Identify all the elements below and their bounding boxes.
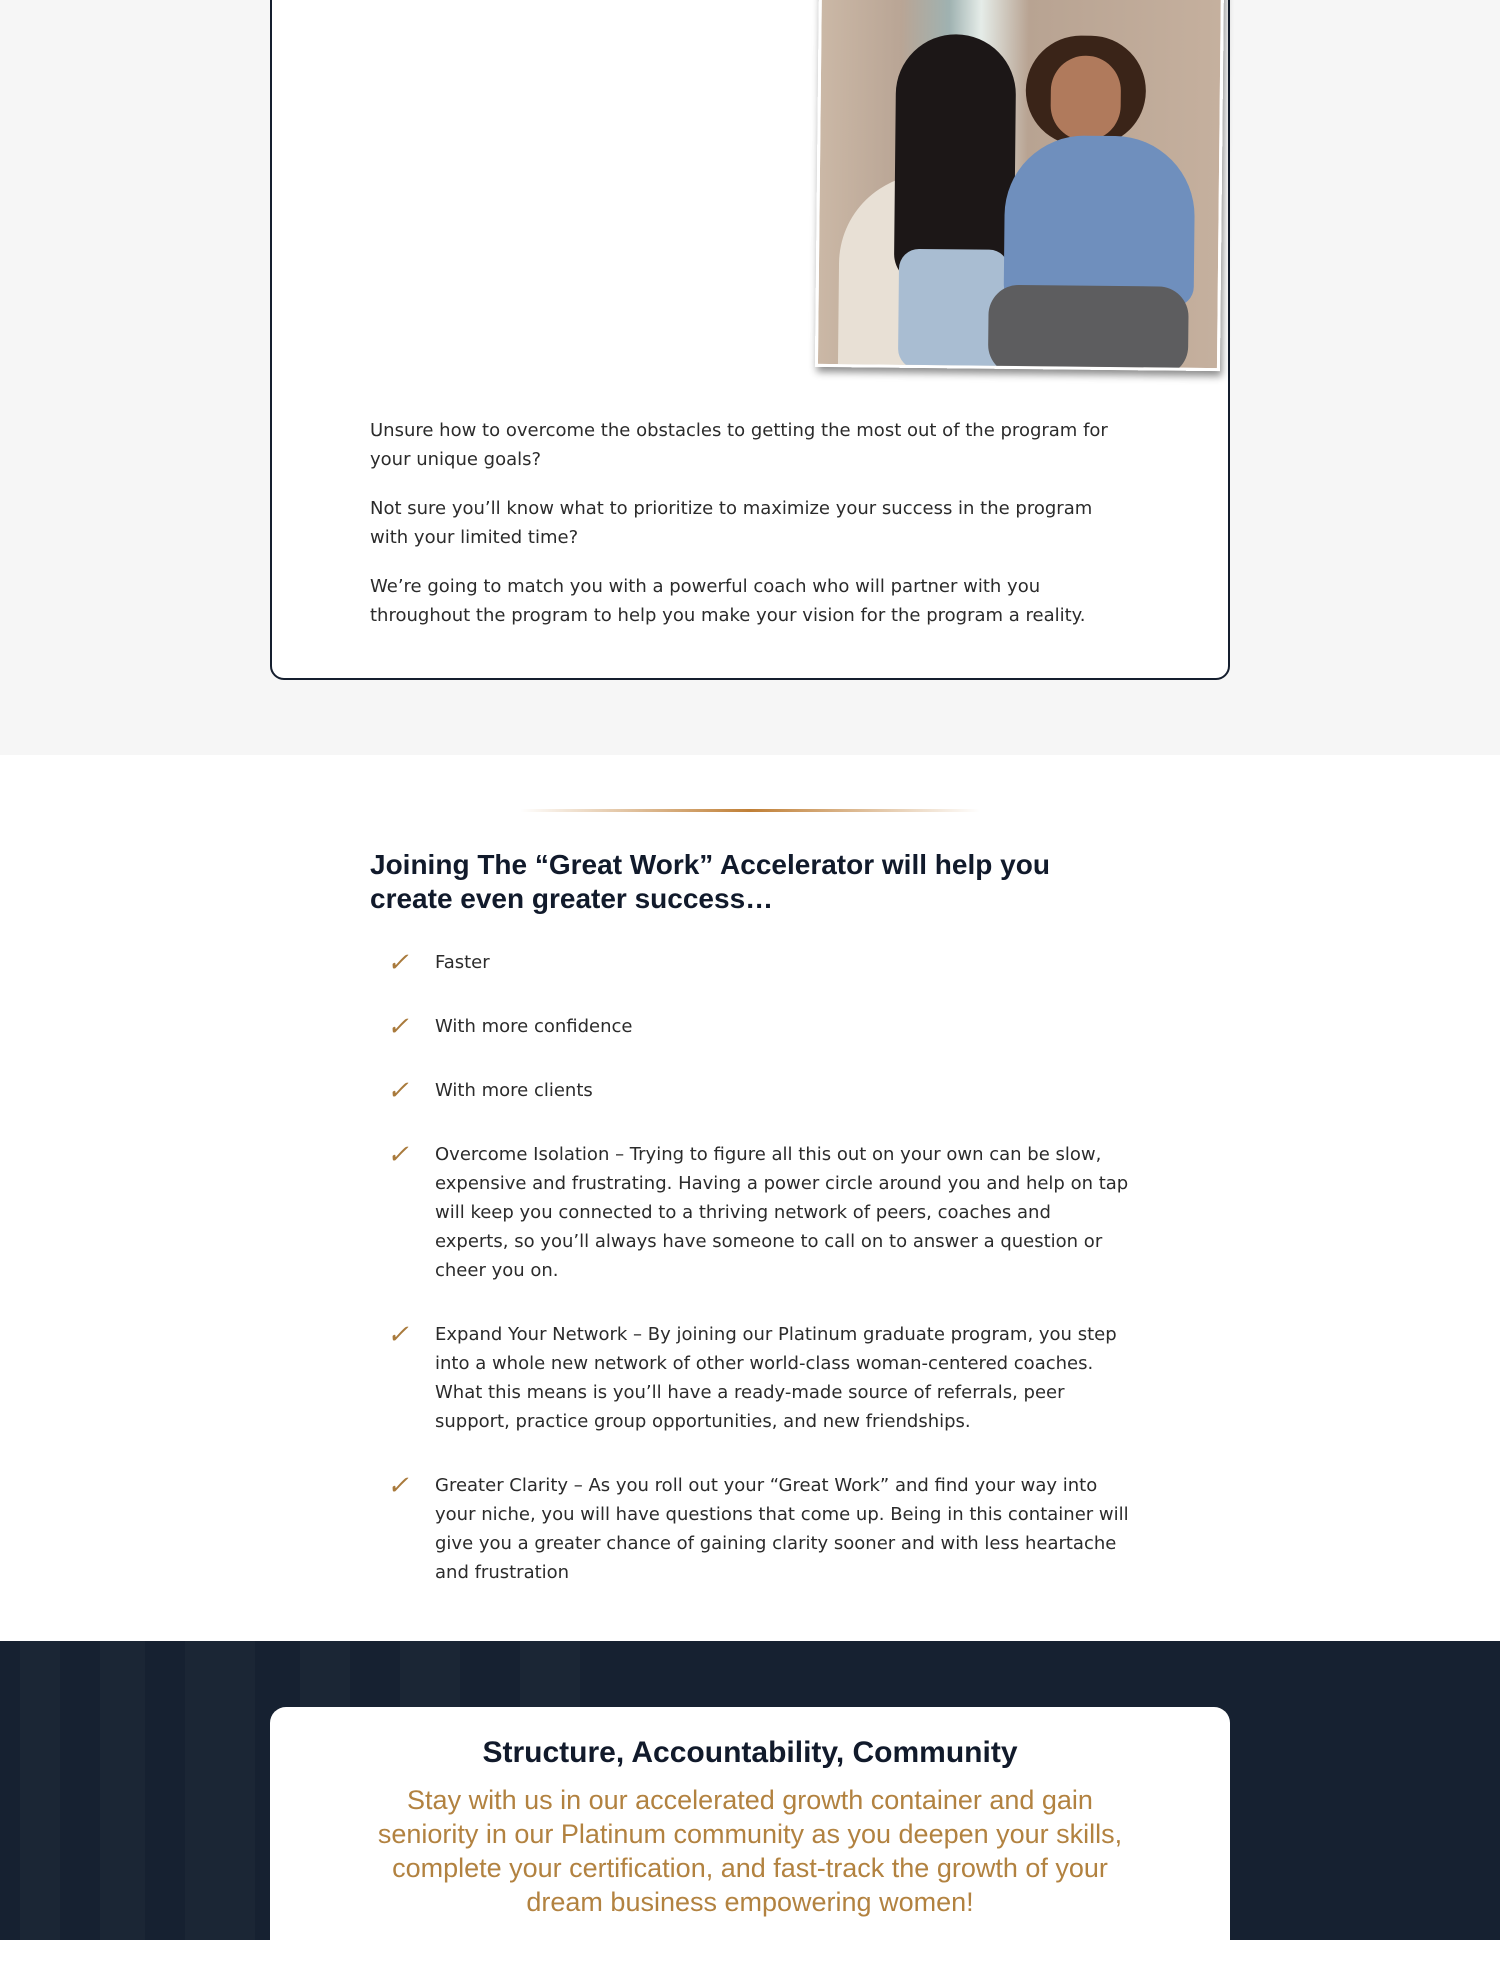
- intro-paragraph: Not sure you’ll know what to prioritize to maximize your success in the program with your limited time?: [370, 498, 1093, 548]
- check-icon: ✓: [387, 1140, 409, 1170]
- cta-title: Structure, Accountability, Community: [482, 1736, 1018, 1769]
- gold-divider: [520, 809, 980, 812]
- list-item-text: Greater Clarity – As you roll out your “Great Work” and find your way into your niche, you will have questions that come up. Being in this container will give you a greater chance of gaining clarity sooner and with less heartache and frustration: [435, 1475, 1129, 1583]
- intro-section: [0, 0, 1500, 755]
- list-item-text: Faster: [435, 952, 490, 973]
- list-item: [370, 948, 1130, 977]
- check-icon: ✓: [387, 1012, 409, 1042]
- list-item: [370, 1076, 1130, 1105]
- list-item: [370, 1320, 1130, 1436]
- background-stripe: [185, 1641, 255, 1940]
- coaching-photo: [815, 0, 1224, 371]
- background-stripe: [100, 1641, 145, 1940]
- check-icon: ✓: [387, 1471, 409, 1501]
- list-item-text: Expand Your Network – By joining our Platinum graduate program, you step into a whole new network of other world-class woman-centered coaches. What this means is you’ll have a ready-made source of referrals, peer support, practice group opportunities, and new friendships.: [435, 1324, 1117, 1432]
- list-item: [370, 1012, 1130, 1041]
- cta-subtitle: Stay with us in our accelerated growth container and gain seniority in our Platinum community as you deepen your skills, complete your certification, and fast-track the growth of your dream business empowering women!: [377, 1785, 1123, 1917]
- list-item-text: Overcome Isolation – Trying to figure all this out on your own can be slow, expensive and frustrating. Having a power circle around you and help on tap will keep you connected to a thriving network of peers, coaches and experts, so you’ll always have someone to call on to answer a question or cheer you on.: [435, 1144, 1129, 1281]
- background-stripe: [20, 1641, 60, 1940]
- benefits-list: [370, 948, 1130, 1622]
- intro-paragraph: Unsure how to overcome the obstacles to getting the most out of the program for your unique goals?: [370, 420, 1108, 470]
- list-item-text: With more clients: [435, 1080, 593, 1101]
- list-item: [370, 1471, 1130, 1587]
- check-icon: ✓: [387, 1076, 409, 1106]
- intro-paragraph: We’re going to match you with a powerful coach who will partner with you throughout the program to help you make your vision for the program a reality.: [370, 576, 1086, 626]
- benefits-headline: Joining The “Great Work” Accelerator will help you create even greater success…: [370, 849, 1050, 914]
- check-icon: ✓: [387, 1320, 409, 1350]
- list-item: [370, 1140, 1130, 1285]
- cta-next-heading-partial: [700, 1928, 800, 1940]
- check-icon: ✓: [387, 948, 409, 978]
- list-item-text: With more confidence: [435, 1016, 633, 1037]
